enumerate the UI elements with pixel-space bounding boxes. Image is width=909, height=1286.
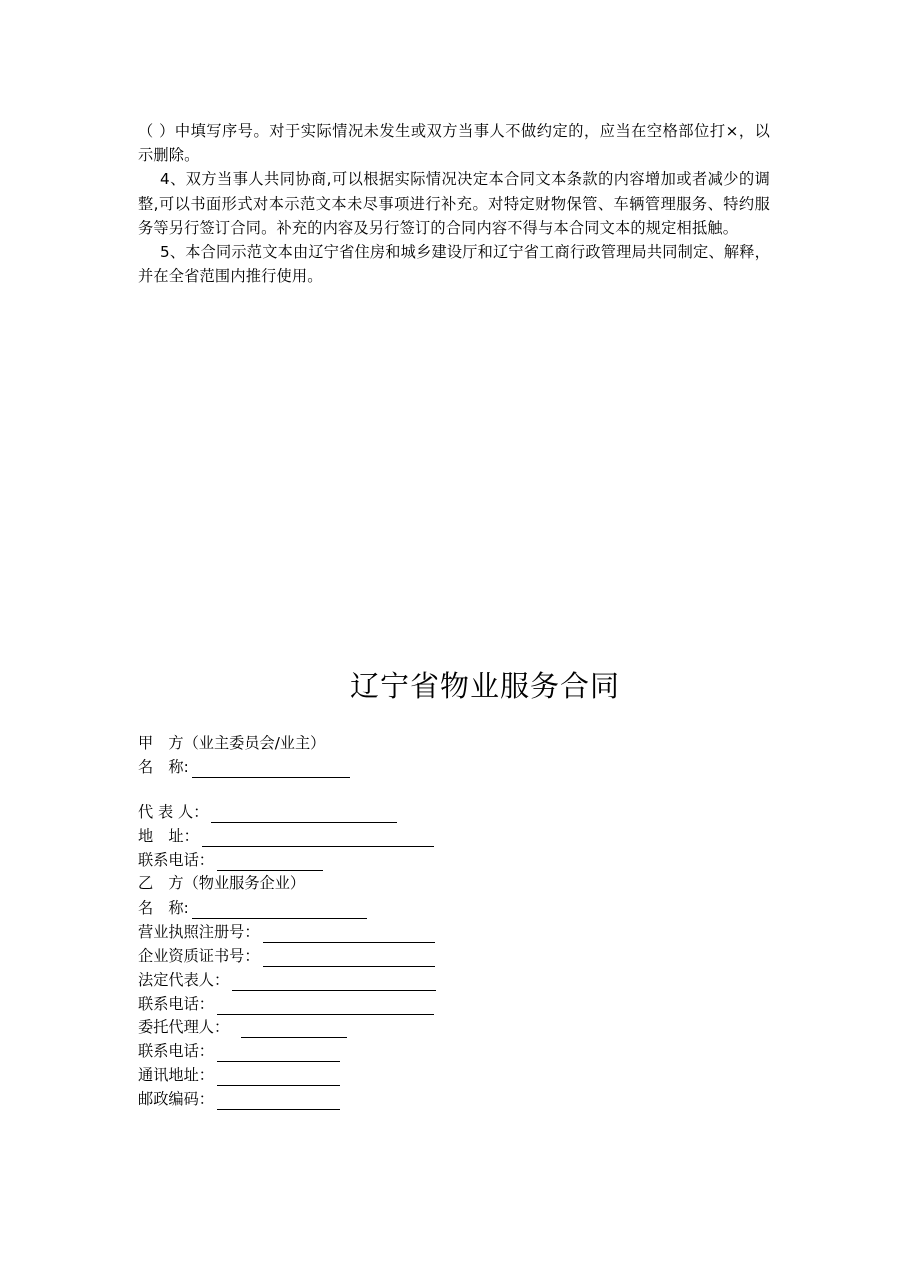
party-a-rep-field[interactable]: [211, 805, 397, 823]
party-b-mail-address-field[interactable]: [217, 1068, 340, 1086]
party-a-rep-row: [138, 801, 397, 823]
party-b-phone-row: [138, 993, 434, 1015]
contract-title: 辽宁省物业服务合同: [349, 669, 620, 703]
party-b-legal-rep-row: [138, 969, 436, 991]
party-a-address-label: 地 址：: [138, 827, 199, 845]
party-a-rep-label: 代 表 人：: [138, 803, 209, 821]
party-a-phone-row: [138, 849, 323, 871]
party-b-mail-address-label: 通讯地址：: [138, 1066, 214, 1084]
party-b-cert-field[interactable]: [263, 949, 435, 967]
party-a-phone-label: 联系电话：: [138, 851, 214, 869]
party-b-agent-label: 委托代理人：: [138, 1018, 230, 1036]
party-a-phone-field[interactable]: [217, 853, 323, 871]
party-b-label: 乙 方: [138, 874, 184, 892]
party-a-name-label: 名 称:: [138, 758, 189, 776]
party-b-cert-row: [138, 945, 435, 967]
note-paragraph-fill-instructions: （ ）中填写序号。对于实际情况未发生或双方当事人不做约定的，应当在空格部位打×，以示删除。: [138, 122, 770, 165]
party-b-header: [138, 872, 305, 894]
party-b-name-label: 名 称:: [138, 899, 189, 917]
party-b-agent-phone-field[interactable]: [217, 1044, 340, 1062]
party-b-name-field[interactable]: [192, 901, 367, 919]
party-b-name-row: [138, 897, 367, 919]
party-b-postcode-label: 邮政编码：: [138, 1090, 214, 1108]
party-b-note: （物业服务企业）: [183, 874, 306, 892]
party-b-phone-field[interactable]: [217, 997, 434, 1015]
party-b-agent-field[interactable]: [241, 1020, 347, 1038]
party-a-header: [138, 732, 325, 754]
party-a-label: 甲 方: [138, 734, 184, 752]
party-b-agent-phone-row: [138, 1040, 340, 1062]
instructions-notes: [138, 119, 770, 288]
party-a-address-field[interactable]: [202, 829, 434, 847]
party-b-agent-row: [138, 1016, 347, 1038]
party-b-legal-rep-label: 法定代表人：: [138, 971, 230, 989]
party-b-phone-label: 联系电话：: [138, 995, 214, 1013]
party-b-postcode-field[interactable]: [217, 1092, 340, 1110]
party-b-mail-address-row: [138, 1064, 340, 1086]
party-b-agent-phone-label: 联系电话：: [138, 1042, 214, 1060]
party-a-name-field[interactable]: [192, 760, 350, 778]
party-b-license-row: [138, 921, 435, 943]
party-a-note: （业主委员会/业主）: [183, 734, 326, 752]
party-b-license-field[interactable]: [263, 925, 435, 943]
party-a-address-row: [138, 825, 434, 847]
note-paragraph-5: 5、本合同示范文本由辽宁省住房和城乡建设厅和辽宁省工商行政管理局共同制定、解释，并在全省范围内推行使用。: [138, 243, 770, 286]
note-paragraph-4: 4、双方当事人共同协商,可以根据实际情况决定本合同文本条款的内容增加或者减少的调整,可以书面形式对本示范文本未尽事项进行补充。对特定财物保管、车辆管理服务、特约服务等另行签订合同。补充的内容及另行签订的合同内容不得与本合同文本的规定相抵触。: [138, 170, 770, 237]
party-b-cert-label: 企业资质证书号：: [138, 947, 260, 965]
party-b-postcode-row: [138, 1088, 340, 1110]
party-b-license-label: 营业执照注册号：: [138, 923, 260, 941]
party-b-legal-rep-field[interactable]: [232, 973, 436, 991]
party-a-name-row: [138, 756, 350, 778]
